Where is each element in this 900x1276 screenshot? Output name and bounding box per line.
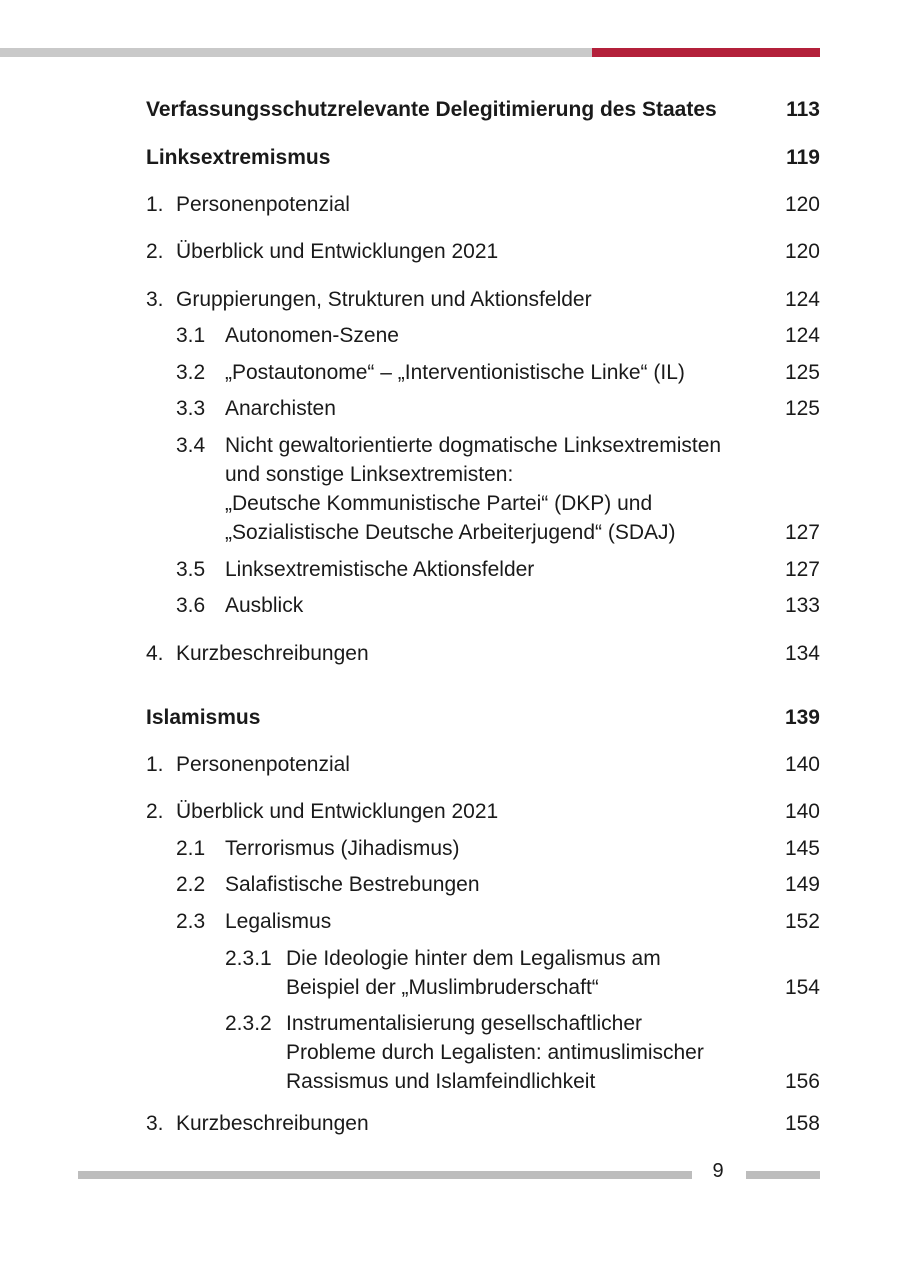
- toc-page: 134: [784, 642, 820, 665]
- toc-title: Autonomen-Szene: [225, 324, 399, 347]
- toc-title: Linksextremistische Aktionsfelder: [225, 558, 535, 581]
- toc-subsubentry[interactable]: [146, 944, 820, 1002]
- toc-number: 2.2: [176, 873, 206, 896]
- toc-number: 2.: [146, 800, 164, 823]
- toc-page: 152: [784, 910, 820, 933]
- toc-number: 3.1: [176, 324, 206, 347]
- page-number: 9: [712, 1160, 724, 1182]
- toc-page: 133: [784, 594, 820, 617]
- toc-number: 3.6: [176, 594, 206, 617]
- toc-title: Die Ideologie hinter dem Legalismus am Beispiel der „Muslimbruderschaft“: [286, 947, 661, 999]
- toc-number: 4.: [146, 642, 164, 665]
- footer-rule-right: [746, 1171, 820, 1179]
- toc-title: Überblick und Entwicklungen 2021: [176, 800, 499, 823]
- toc-page: 154: [784, 976, 820, 999]
- toc-title: „Postautonome“ – „Interventionistische Linke“ (IL): [225, 361, 685, 384]
- toc-title: Personenpotenzial: [176, 193, 350, 216]
- toc-title: Kurzbeschreibungen: [176, 642, 369, 665]
- toc-page: 140: [784, 753, 820, 776]
- toc-page: 127: [784, 521, 820, 544]
- toc-number: 1.: [146, 193, 164, 216]
- toc-number: 3.4: [176, 434, 206, 457]
- toc-title: Islamismus: [146, 706, 261, 729]
- toc-page: 124: [784, 324, 820, 347]
- footer-rule-left: [78, 1171, 692, 1179]
- toc-number: 3.5: [176, 558, 206, 581]
- toc-title: Anarchisten: [225, 397, 336, 420]
- toc-number: 2.1: [176, 837, 206, 860]
- toc-number: 3.2: [176, 361, 206, 384]
- toc-number: 2.3: [176, 910, 206, 933]
- toc-title: Ausblick: [225, 594, 304, 617]
- toc-page: 158: [784, 1112, 820, 1135]
- toc-number: 2.3.1: [225, 947, 272, 970]
- toc-number: 3.3: [176, 397, 206, 420]
- toc-page: 124: [784, 288, 820, 311]
- toc-page: 149: [784, 873, 820, 896]
- toc-title: Personenpotenzial: [176, 753, 350, 776]
- toc-page: 113: [786, 98, 820, 121]
- toc-title: Nicht gewaltorientierte dogmatische Linksextremisten und sonstige Linksextremisten: „Deutsche Kommunistische Partei“ (DKP) und „Sozialistische Deutsche Arbeiterjugend“ (SDAJ): [225, 434, 722, 544]
- toc-page: 120: [784, 240, 820, 263]
- toc-page: 119: [786, 146, 820, 169]
- toc-page: 125: [784, 397, 820, 420]
- header-rule-gray: [0, 48, 592, 57]
- toc-title: Überblick und Entwicklungen 2021: [176, 240, 499, 263]
- toc-number: 2.: [146, 240, 164, 263]
- toc-title: Gruppierungen, Strukturen und Aktionsfelder: [176, 288, 592, 311]
- toc-page: 139: [784, 706, 820, 729]
- toc-page: 145: [784, 837, 820, 860]
- toc-title: Terrorismus (Jihadismus): [225, 837, 460, 860]
- toc-title: Kurzbeschreibungen: [176, 1112, 369, 1135]
- toc-page: 156: [784, 1070, 820, 1093]
- toc-page: 140: [784, 800, 820, 823]
- toc-title: Instrumentalisierung gesellschaftlicher Probleme durch Legalisten: antimuslimischer Rassismus und Islamfeindlichkeit: [286, 1012, 704, 1093]
- toc-subsubentry[interactable]: [146, 1009, 820, 1096]
- header-rule-red: [592, 48, 820, 57]
- toc-page: 125: [784, 361, 820, 384]
- toc-number: 3.: [146, 1112, 164, 1135]
- toc-page: 120: [784, 193, 820, 216]
- toc-number: 3.: [146, 288, 164, 311]
- toc-page: 127: [784, 558, 820, 581]
- toc-title: Verfassungsschutzrelevante Delegitimierung des Staates: [146, 98, 717, 121]
- toc-title: Salafistische Bestrebungen: [225, 873, 480, 896]
- toc-number: 1.: [146, 753, 164, 776]
- toc-number: 2.3.2: [225, 1012, 272, 1035]
- toc-title: Legalismus: [225, 910, 332, 933]
- toc-subentry[interactable]: [146, 431, 820, 547]
- toc-title: Linksextremismus: [146, 146, 331, 169]
